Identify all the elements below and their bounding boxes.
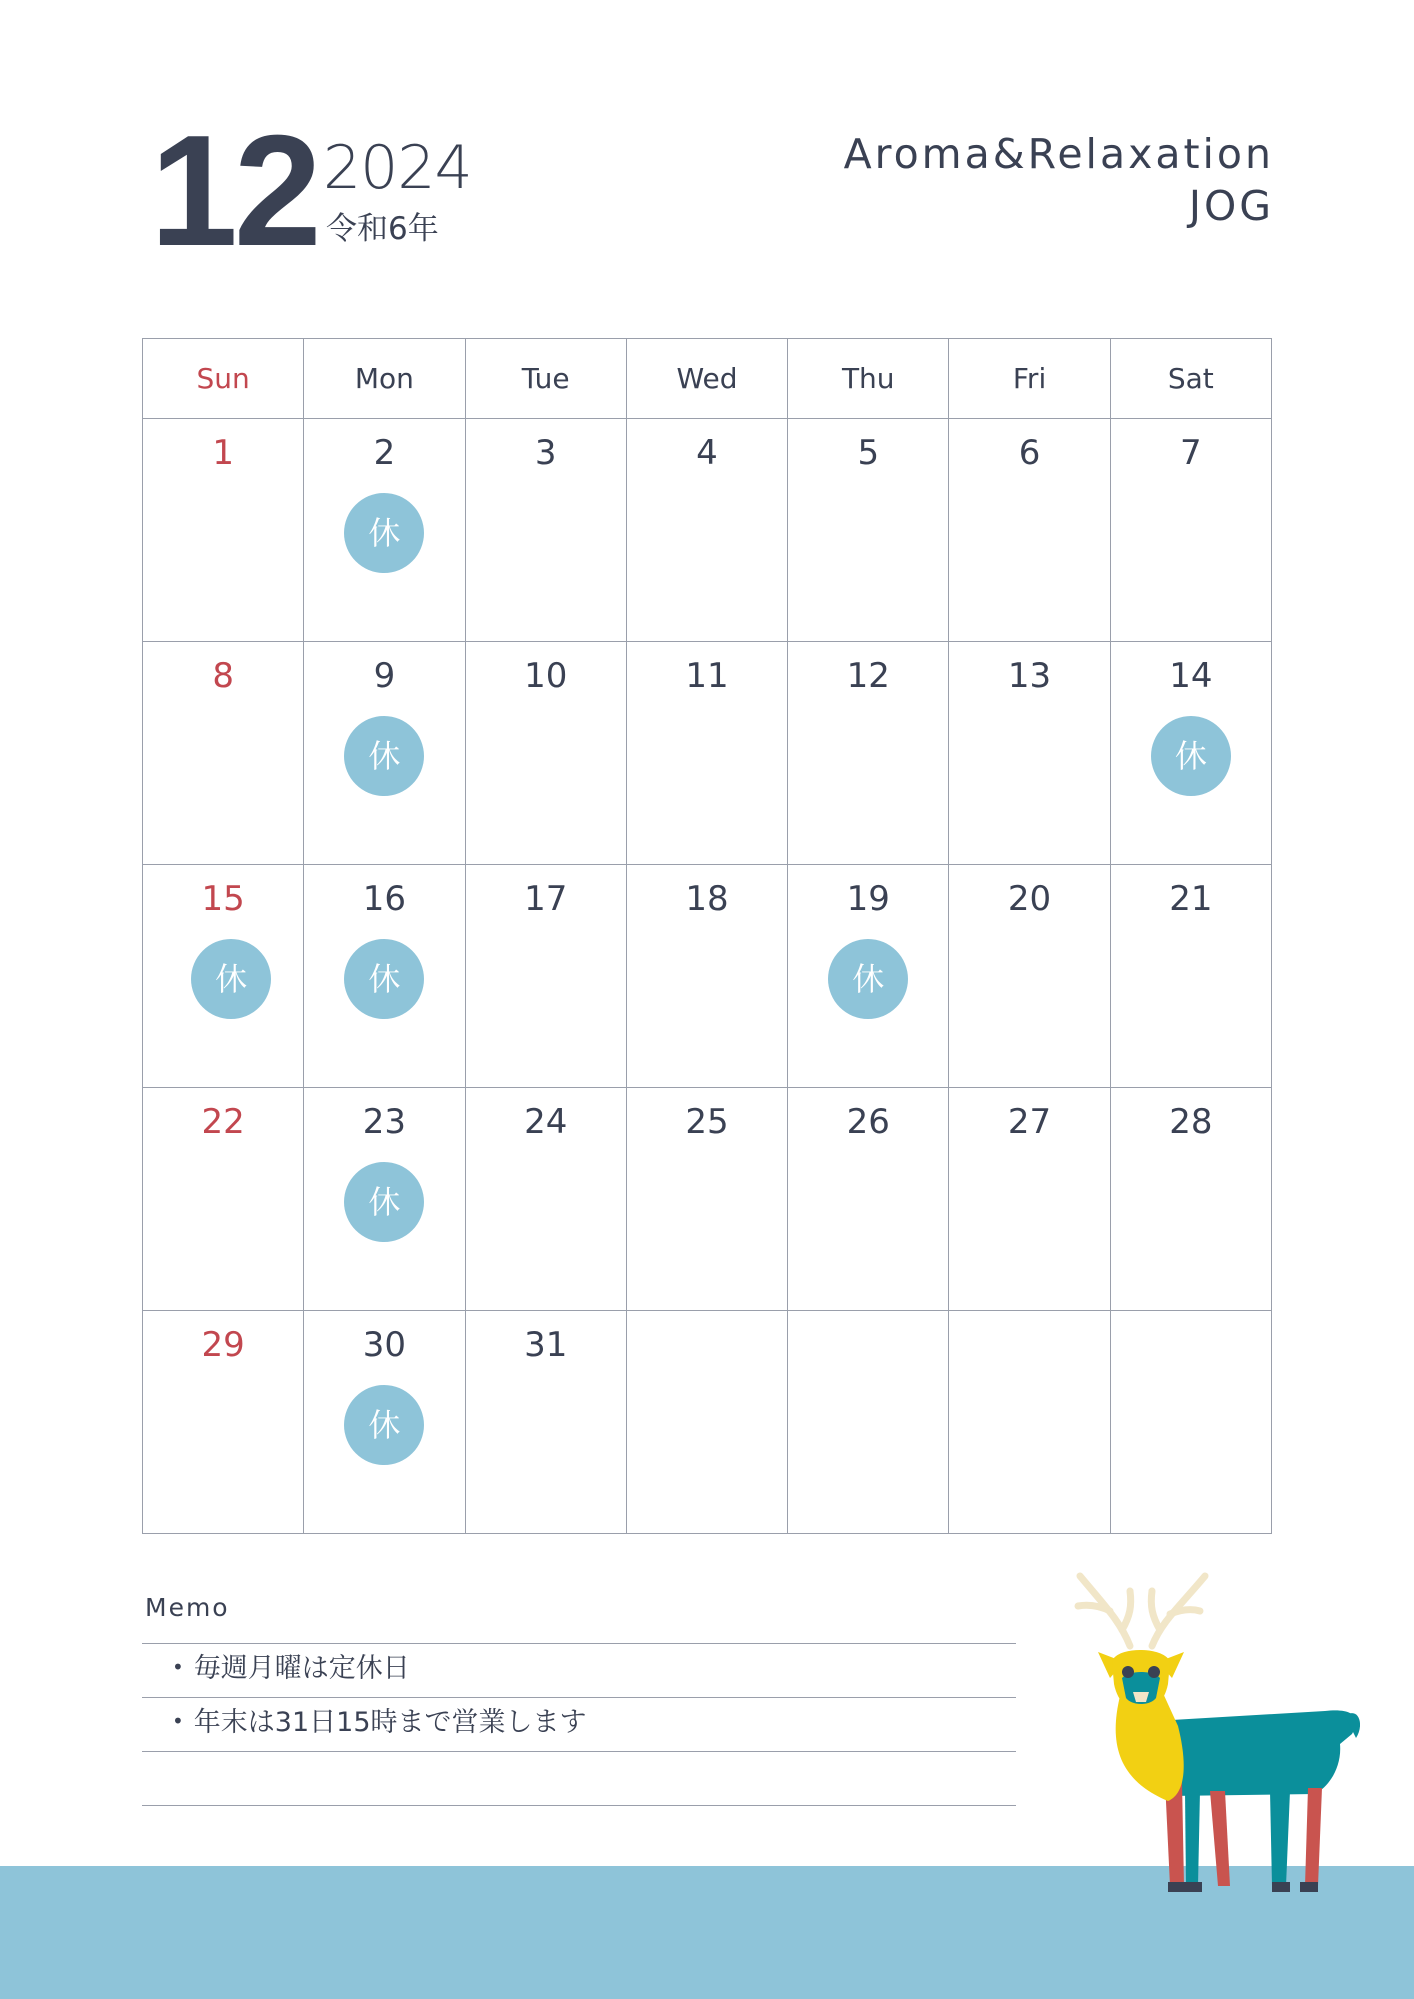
- weekday-header-row: [143, 339, 1272, 419]
- weekday-mon: Mon: [304, 339, 465, 419]
- calendar-day-cell: [465, 1311, 626, 1534]
- day-number: 28: [1169, 1102, 1213, 1142]
- calendar-day-cell: [788, 865, 949, 1088]
- weekday-wed: Wed: [626, 339, 787, 419]
- weekday-fri: Fri: [949, 339, 1110, 419]
- memo-line: [142, 1643, 1016, 1644]
- calendar-day-cell: [143, 1088, 304, 1311]
- calendar-grid: [142, 338, 1272, 1534]
- calendar-day-cell: [143, 1311, 304, 1534]
- memo-title: Memo: [145, 1593, 230, 1622]
- weekday-sun: Sun: [143, 339, 304, 419]
- day-number: 26: [846, 1102, 890, 1142]
- brand-line-2: JOG: [1188, 182, 1274, 230]
- calendar-day-cell: [304, 642, 465, 865]
- memo-item: [172, 1704, 587, 1740]
- calendar-day-cell: [1110, 642, 1271, 865]
- calendar-day-cell: [1110, 1088, 1271, 1311]
- calendar-day-cell: [143, 642, 304, 865]
- calendar-day-cell: [1110, 419, 1271, 642]
- calendar-day-cell: [304, 419, 465, 642]
- brand-name: [844, 128, 1274, 232]
- holiday-badge: 休: [344, 1385, 424, 1465]
- calendar-day-cell: [788, 1311, 949, 1534]
- calendar-day-cell: [304, 1311, 465, 1534]
- holiday-badge: 休: [344, 939, 424, 1019]
- day-number: 2: [373, 433, 396, 473]
- day-number: 20: [1007, 879, 1052, 919]
- calendar-day-cell: [949, 642, 1110, 865]
- memo-item-text: 毎週月曜は定休日: [193, 1653, 410, 1684]
- day-number: 11: [685, 656, 729, 696]
- calendar-day-cell: [304, 1088, 465, 1311]
- day-number: 7: [1180, 433, 1202, 473]
- calendar-day-cell: [465, 1088, 626, 1311]
- day-number: 14: [1169, 656, 1213, 696]
- day-number: 8: [212, 656, 234, 696]
- memo-item-text: 年末は31日15時まで営業します: [193, 1707, 587, 1738]
- calendar-day-cell: [788, 642, 949, 865]
- memo-line: [142, 1751, 1016, 1752]
- day-number: 12: [846, 656, 890, 696]
- calendar-week-row: [143, 642, 1272, 865]
- calendar-body: [143, 419, 1272, 1534]
- calendar-week-row: [143, 419, 1272, 642]
- calendar-day-cell: [1110, 1311, 1271, 1534]
- day-number: 25: [685, 1102, 729, 1142]
- holiday-badge: 休: [828, 939, 908, 1019]
- bullet-icon: •: [172, 1655, 184, 1679]
- calendar-day-cell: [949, 865, 1110, 1088]
- calendar-day-cell: [465, 642, 626, 865]
- day-number: 18: [685, 879, 729, 919]
- holiday-badge: 休: [1151, 716, 1231, 796]
- era-label: 令和6年: [326, 211, 439, 247]
- calendar-day-cell: [304, 865, 465, 1088]
- day-number: 9: [373, 656, 396, 696]
- bullet-icon: •: [172, 1709, 184, 1733]
- memo-line: [142, 1697, 1016, 1698]
- day-number: 23: [362, 1102, 407, 1142]
- day-number: 15: [201, 879, 245, 919]
- calendar-day-cell: [626, 419, 787, 642]
- calendar-day-cell: [1110, 865, 1271, 1088]
- day-number: 30: [362, 1325, 407, 1365]
- memo-line: [142, 1805, 1016, 1806]
- calendar-day-cell: [465, 419, 626, 642]
- calendar-day-cell: [626, 865, 787, 1088]
- calendar-day-cell: [949, 419, 1110, 642]
- calendar-day-cell: [626, 1088, 787, 1311]
- calendar-day-cell: [788, 419, 949, 642]
- calendar-day-cell: [465, 865, 626, 1088]
- weekday-thu: Thu: [788, 339, 949, 419]
- day-number: 29: [201, 1325, 245, 1365]
- day-number: 19: [846, 879, 890, 919]
- holiday-badge: 休: [344, 1162, 424, 1242]
- day-number: 16: [362, 879, 407, 919]
- day-number: 6: [1018, 433, 1041, 473]
- holiday-badge: 休: [344, 716, 424, 796]
- day-number: 5: [857, 433, 880, 473]
- deer-icon: [1060, 1566, 1360, 1906]
- year-label: 2024: [323, 133, 472, 203]
- day-number: 31: [524, 1325, 568, 1365]
- weekday-tue: Tue: [465, 339, 626, 419]
- calendar-day-cell: [949, 1311, 1110, 1534]
- day-number: 17: [524, 879, 568, 919]
- holiday-badge: 休: [191, 939, 271, 1019]
- holiday-badge: 休: [344, 493, 424, 573]
- day-number: 24: [524, 1102, 568, 1142]
- month-number: 12: [150, 103, 318, 279]
- calendar-day-cell: [949, 1088, 1110, 1311]
- day-number: 1: [212, 433, 234, 473]
- calendar-day-cell: [143, 865, 304, 1088]
- day-number: 10: [524, 656, 568, 696]
- brand-line-1: Aroma&Relaxation: [843, 130, 1274, 178]
- weekday-sat: Sat: [1110, 339, 1271, 419]
- calendar-day-cell: [788, 1088, 949, 1311]
- day-number: 21: [1169, 879, 1213, 919]
- calendar-day-cell: [143, 419, 304, 642]
- day-number: 4: [696, 433, 718, 473]
- calendar-week-row: [143, 1088, 1272, 1311]
- day-number: 3: [534, 433, 557, 473]
- memo-item: [172, 1650, 410, 1686]
- day-number: 27: [1007, 1102, 1052, 1142]
- calendar-week-row: [143, 865, 1272, 1088]
- day-number: 13: [1007, 656, 1052, 696]
- calendar-week-row: [143, 1311, 1272, 1534]
- calendar-day-cell: [626, 642, 787, 865]
- day-number: 22: [201, 1102, 245, 1142]
- calendar-day-cell: [626, 1311, 787, 1534]
